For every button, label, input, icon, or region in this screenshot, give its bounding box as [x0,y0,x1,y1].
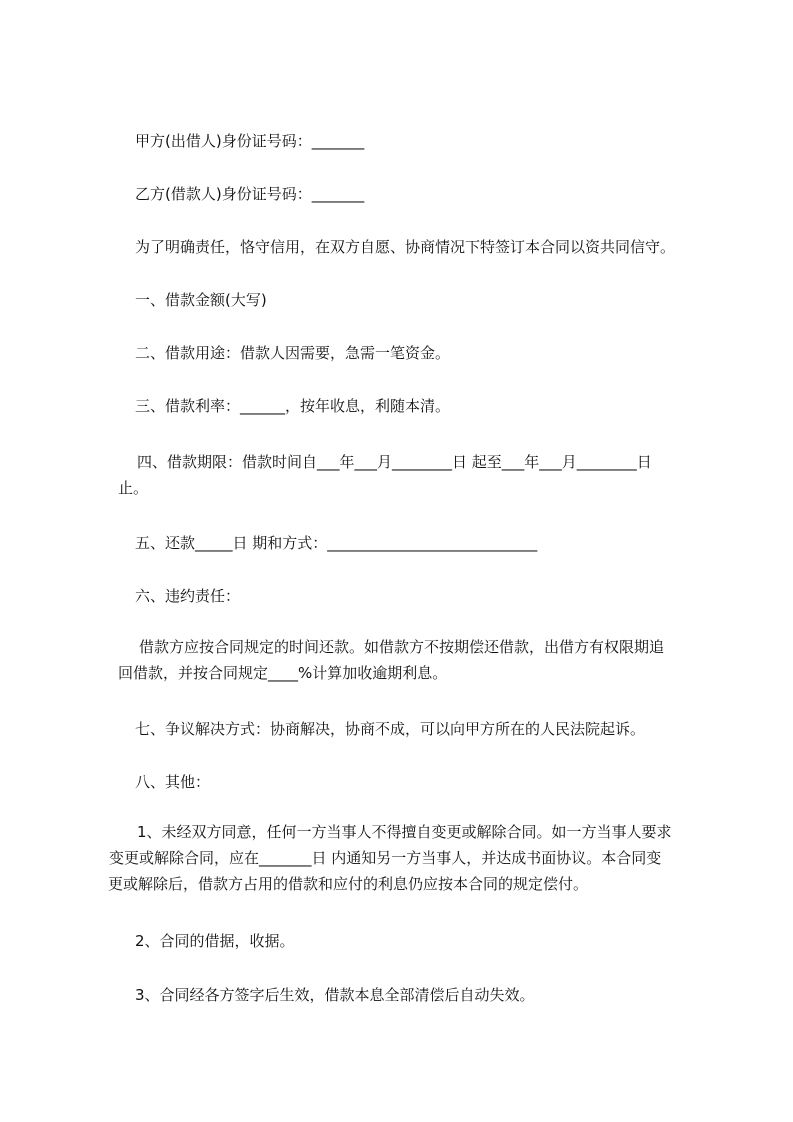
clause-8-3: 3、合同经各方签字后生效，借款本息全部清偿后自动失效。 [135,986,535,1004]
clause-7-dispute: 七、争议解决方式：协商解决，协商不成，可以向甲方所在的人民法院起诉。 [135,720,646,738]
clause-6-body-line-1: 借款方应按合同规定的时间还款。如借款方不按期偿还借款，出借方有权限期追 [139,638,665,656]
intro-paragraph: 为了明确责任，恪守信用，在双方自愿、协商情况下特签订本合同以资共同信守。 [135,238,676,256]
clause-6-body-line-2: 回借款，并按合同规定____%计算加收逾期利息。 [118,664,448,682]
clause-8-1-line-1: 1、未经双方同意，任何一方当事人不得擅自变更或解除合同。如一方当事人要求 [137,823,672,841]
clause-6-body [118,634,664,686]
clause-4-line-2: 止。 [118,479,149,497]
clause-3-interest-rate: 三、借款利率：______，按年收息，利随本清。 [135,397,451,415]
party-a-id-line: 甲方(出借人)身份证号码：_______ [135,132,365,150]
party-b-id-line: 乙方(借款人)身份证号码：_______ [135,185,365,203]
clause-8-1-line-3: 更或解除后，借款方占用的借款和应付的利息仍应按本合同的规定偿付。 [108,875,589,893]
clause-1-loan-amount: 一、借款金额(大写) [135,291,267,309]
clause-5-repayment: 五、还款_____日 期和方式：____________________________ [135,534,538,552]
clause-6-heading: 六、违约责任： [135,587,241,605]
clause-2-loan-purpose: 二、借款用途：借款人因需要，急需一笔资金。 [135,344,451,362]
clause-4-loan-term [118,449,652,501]
clause-8-1 [108,819,672,897]
clause-8-1-line-2: 变更或解除合同，应在_______日 内通知另一方当事人，并达成书面协议。本合同变 [109,849,662,867]
clause-8-heading: 八、其他： [135,773,211,791]
clause-8-2: 2、合同的借据，收据。 [135,932,295,950]
clause-4-line-1: 四、借款期限：借款时间自___年___月________日 起至___年___月________日 [137,453,652,471]
